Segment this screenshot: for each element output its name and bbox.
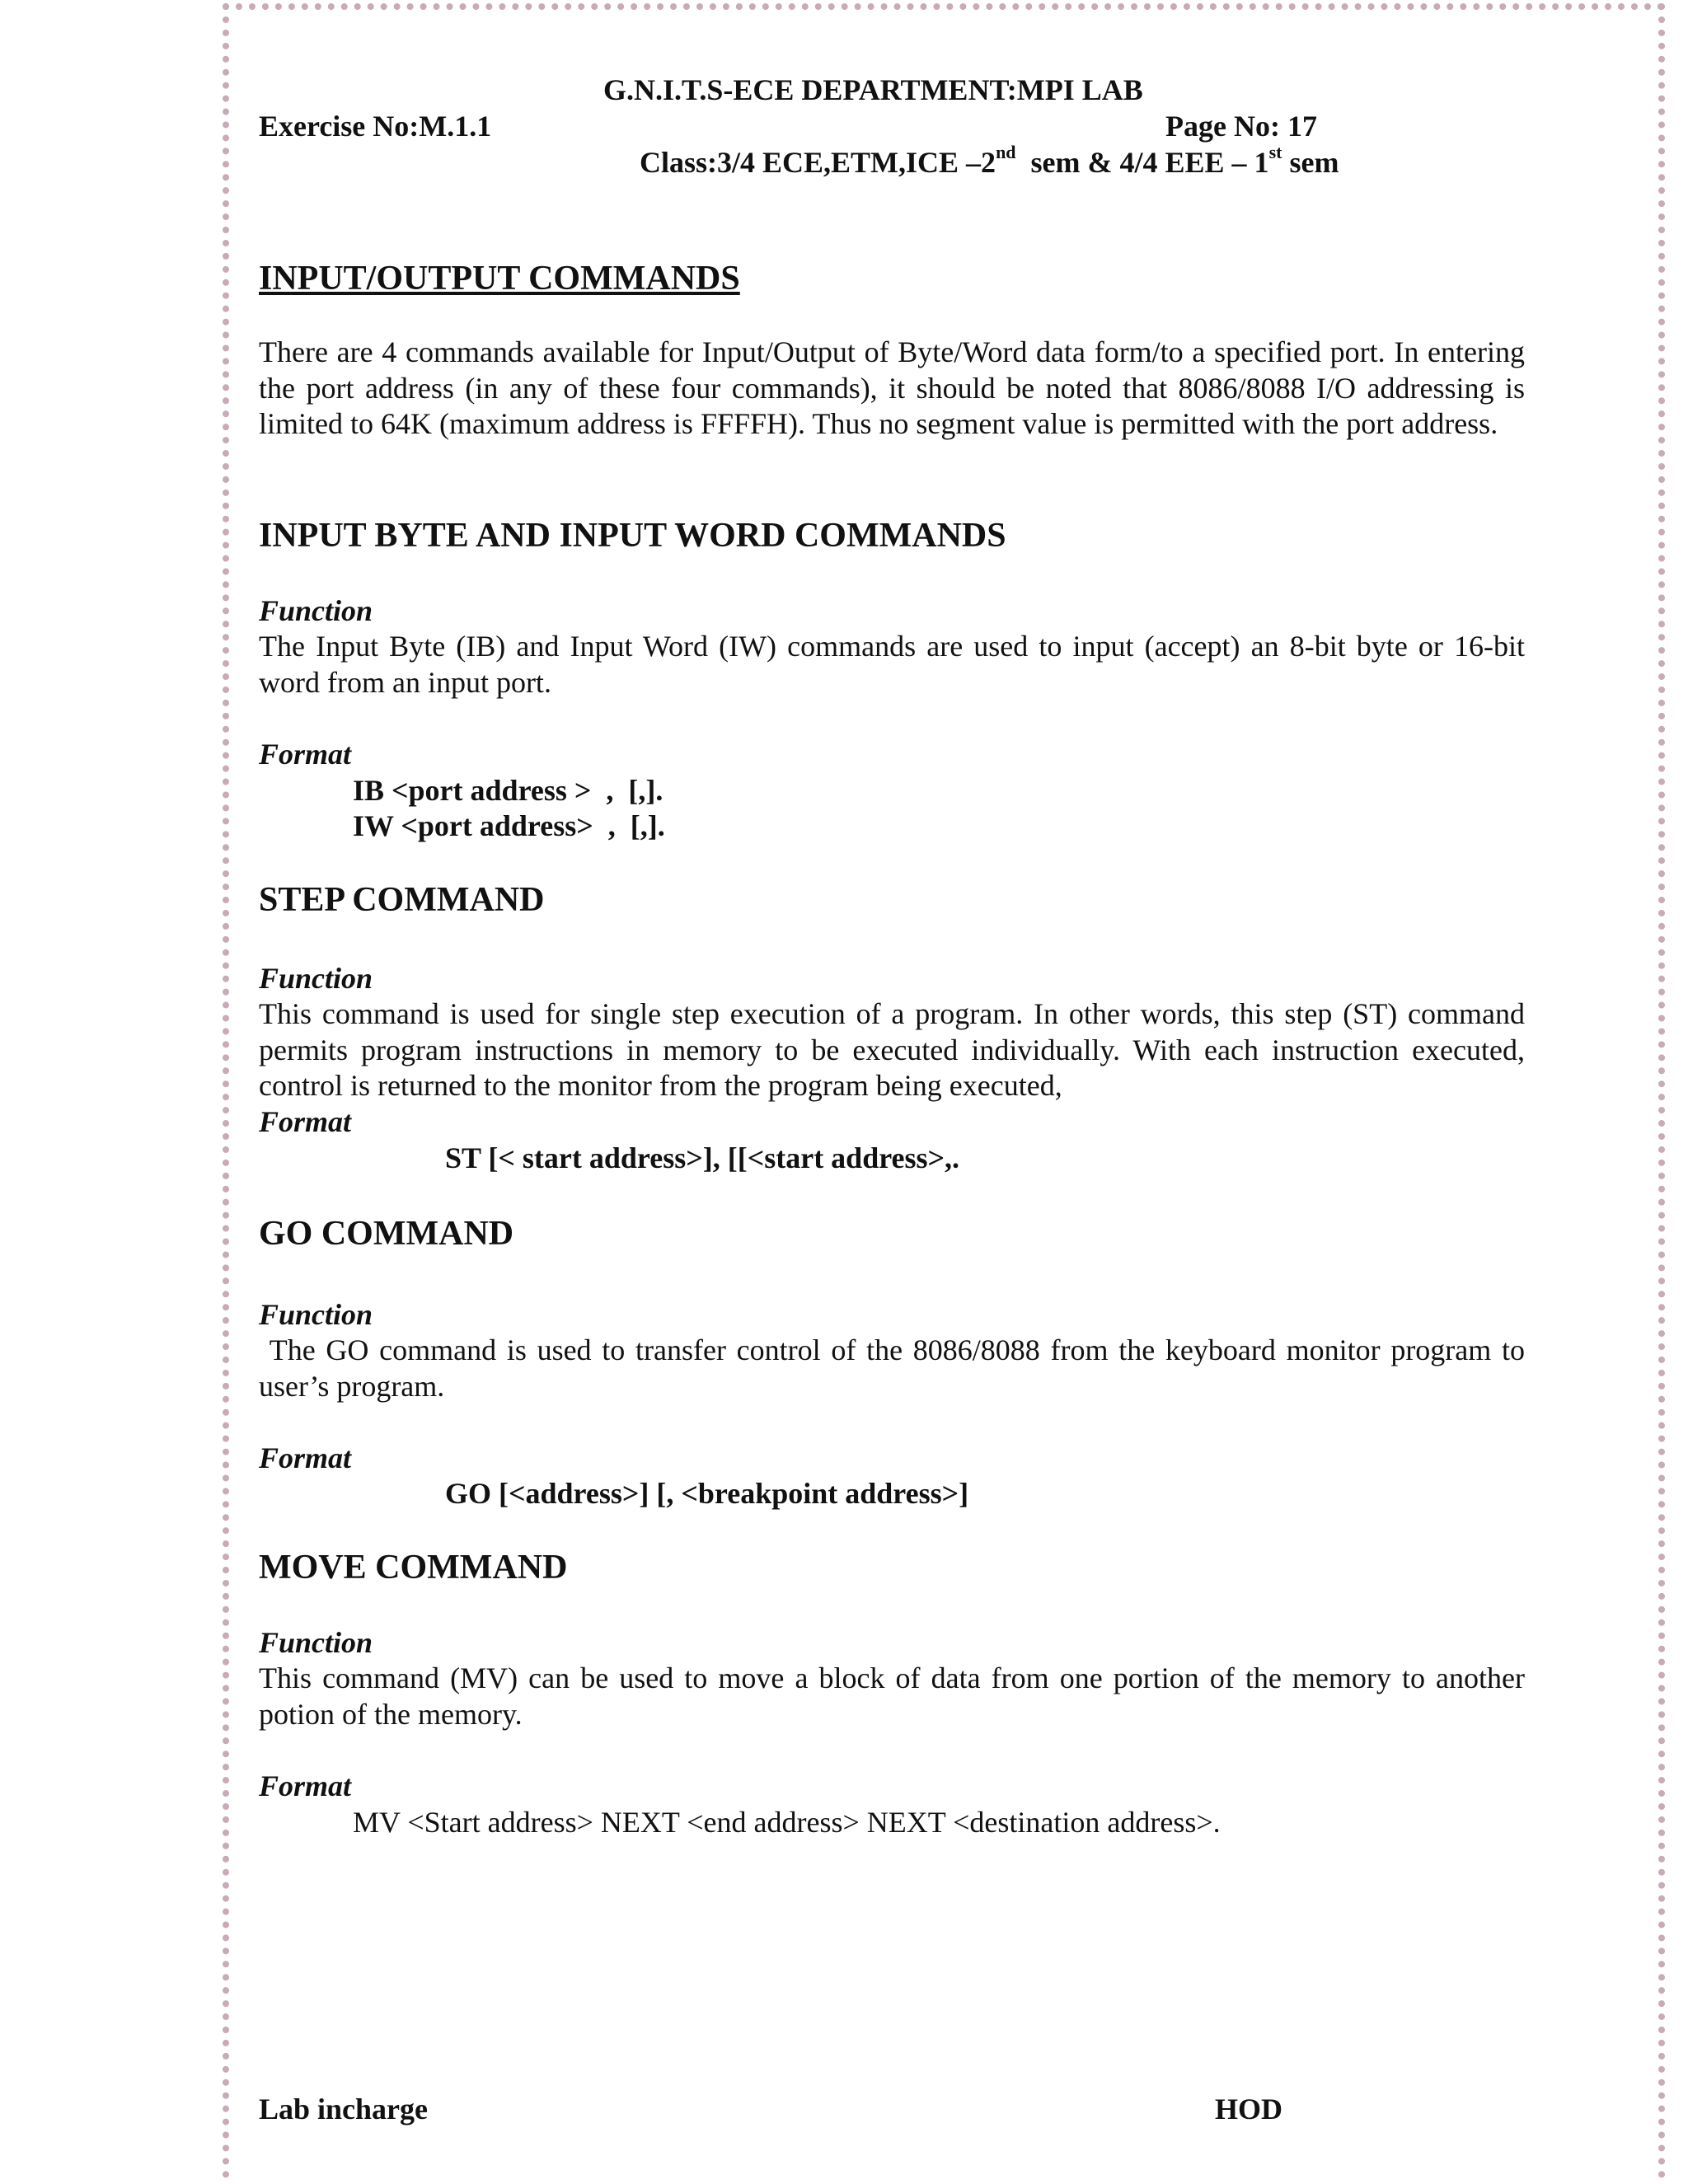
io-paragraph: There are 4 commands available for Input/Output of Byte/Word data form/to a specified port. In entering the port address (in any of these four commands), it should be noted that 8086/8088 I/O addressing is limited to 64K (maximum address is FFFFH). Thus no segment value is permitted with the port address. [259,335,1525,440]
move-heading: MOVE COMMAND [259,1549,568,1586]
move-function-label: Function [259,1626,373,1659]
go-heading: GO COMMAND [259,1215,514,1253]
go-function-text: The GO command is used to transfer control of the 8086/8088 from the keyboard monitor program to user’s program. [259,1333,1532,1403]
go-format-label: Format [259,1441,352,1474]
io-heading: INPUT/OUTPUT COMMANDS [259,260,740,298]
input-format-line-2: IW <port address> , [,]. [353,809,665,842]
hod-signature-label: HOD [1215,2093,1283,2125]
department-title: G.N.I.T.S-ECE DEPARTMENT:MPI LAB [603,73,1143,106]
input-function-label: Function [259,594,373,627]
step-function-label: Function [259,962,373,995]
step-format-line: ST [< start address>], [[<start address>,. [445,1141,960,1174]
move-format-line: MV <Start address> NEXT <end address> NEXT <destination address>. [353,1806,1221,1839]
lab-incharge-signature-label: Lab incharge [259,2093,429,2125]
class-sup-nd: nd [996,142,1016,162]
input-format-label: Format [259,738,352,771]
go-function-label: Function [259,1298,373,1331]
input-function-text: The Input Byte (IB) and Input Word (IW) commands are used to input (accept) an 8-bit byte or 16-bit word from an input port. [259,630,1525,699]
step-format-label: Format [259,1105,352,1138]
class-line [640,142,1339,180]
class-sup-st: st [1268,142,1282,162]
exercise-number: Exercise No:M.1.1 [259,110,492,143]
step-function-text: This command is used for single step execution of a program. In other words, this step (ST) command permits program instructions in memory to be executed individually. With each instruction executed, control is returned to the monitor from the program being executed, [259,997,1525,1102]
input-heading: INPUT BYTE AND INPUT WORD COMMANDS [259,517,1006,555]
class-text-b: sem & 4/4 EEE – 1 [1015,146,1269,179]
page-number: Page No: 17 [1165,110,1317,143]
step-heading: STEP COMMAND [259,881,545,919]
move-function-text: This command (MV) can be used to move a block of data from one portion of the memory to another potion of the memory. [259,1661,1525,1731]
class-text-c: sem [1282,146,1339,179]
move-format-label: Format [259,1769,352,1802]
input-format-line-1: IB <port address > , [,]. [353,774,663,807]
class-text-a: Class:3/4 ECE,ETM,ICE –2 [640,146,996,179]
go-format-line: GO [<address>] [, <breakpoint address>] [445,1477,969,1510]
